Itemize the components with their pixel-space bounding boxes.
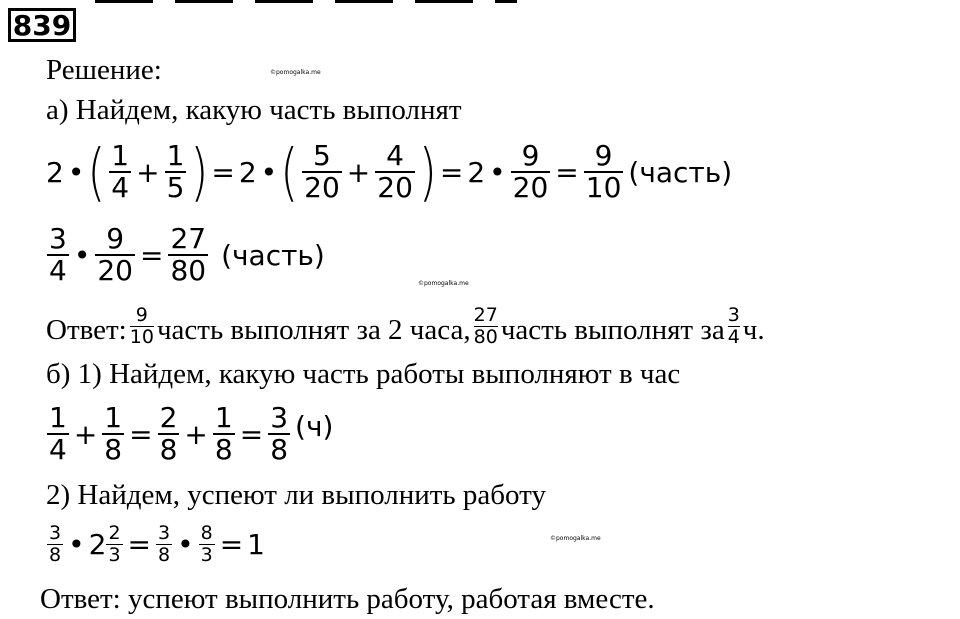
answer-label: Ответ:	[46, 314, 127, 346]
fraction: $\frac{9}{20}$	[97, 221, 133, 287]
equals-sign: =	[555, 155, 579, 189]
plus-sign: +	[73, 417, 98, 451]
part-a-equation-1	[44, 128, 734, 216]
part-a-heading: а) Найдем, какую часть выполнят	[46, 94, 462, 126]
fraction: $\frac{3}{4}$	[727, 303, 740, 348]
part-b-heading: б) 1) Найдем, какую часть работы выполняют в час	[46, 358, 681, 390]
multiply-dot: •	[68, 527, 85, 561]
coefficient: 2	[46, 155, 64, 189]
answer-text: часть выполнят за	[500, 314, 725, 346]
coefficient: 2	[467, 155, 486, 189]
equals-sign: =	[127, 527, 151, 561]
problem-number: 839	[8, 8, 76, 42]
fraction: $\frac{1}{8}$	[104, 400, 123, 466]
plus-sign: +	[346, 155, 371, 189]
answer-text: часть выполнят за 2 часа,	[156, 314, 471, 346]
fraction: $\frac{27}{80}$	[473, 303, 498, 348]
part-b-step-2: 2) Найдем, успеют ли выполнить работу	[46, 479, 546, 511]
equals-sign: =	[139, 238, 164, 272]
close-paren: )	[190, 135, 209, 209]
unit-label: (часть)	[628, 155, 733, 189]
part-a-answer	[46, 300, 765, 360]
part-a-equation-2	[44, 214, 327, 296]
watermark: ©pomogalka.me	[550, 535, 601, 542]
fraction: $\frac{1}{4}$	[49, 400, 67, 466]
fraction: $\frac{3}{8}$	[158, 521, 171, 566]
open-paren: (	[87, 135, 106, 209]
equals-sign: =	[439, 155, 464, 189]
multiply-dot: •	[260, 155, 278, 189]
coefficient: 2	[238, 155, 257, 189]
fraction: $\frac{9}{10}$	[129, 303, 154, 348]
fraction: $\frac{2}{8}$	[159, 400, 178, 466]
multiply-dot: •	[73, 238, 91, 272]
mixed-whole: 2	[88, 527, 107, 561]
fraction: $\frac{3}{8}$	[270, 400, 289, 466]
fraction: $\frac{9}{20}$	[512, 138, 549, 204]
plus-sign: +	[184, 417, 208, 451]
fraction: $\frac{3}{4}$	[49, 221, 67, 287]
unit-label: (ч)	[295, 409, 334, 443]
multiply-dot: •	[177, 527, 194, 561]
plus-sign: +	[136, 155, 160, 189]
watermark: ©pomogalka.me	[270, 69, 321, 76]
open-paren: (	[280, 135, 299, 209]
fraction: $\frac{9}{10}$	[585, 138, 622, 204]
top-dash-fragments	[95, 0, 525, 4]
fraction: $\frac{1}{4}$	[111, 138, 130, 204]
solution-heading: Решение:	[46, 54, 162, 86]
fraction: $\frac{3}{8}$	[49, 521, 62, 566]
part-b-equation-1	[44, 392, 335, 476]
unit-label: (часть)	[221, 238, 325, 272]
equals-sign: =	[129, 417, 153, 451]
equals-sign: =	[219, 527, 244, 561]
fraction: $\frac{2}{3}$	[108, 521, 121, 566]
equals-sign: =	[211, 155, 235, 189]
fraction: $\frac{27}{80}$	[170, 221, 207, 287]
multiply-dot: •	[489, 155, 506, 189]
fraction: $\frac{5}{20}$	[304, 138, 340, 204]
part-b-equation-2	[44, 512, 267, 576]
fraction: $\frac{8}{3}$	[200, 521, 213, 566]
fraction: $\frac{1}{5}$	[166, 138, 185, 204]
result-value: 1	[247, 527, 265, 561]
part-b-answer: Ответ: успеют выполнить работу, работая вместе.	[40, 583, 655, 615]
fraction: $\frac{1}{8}$	[214, 400, 233, 466]
close-paren: )	[418, 135, 437, 209]
multiply-dot: •	[67, 155, 85, 189]
answer-text: ч.	[742, 314, 765, 346]
fraction: $\frac{4}{20}$	[377, 138, 413, 204]
equals-sign: =	[239, 417, 264, 451]
watermark: ©pomogalka.me	[418, 280, 469, 287]
